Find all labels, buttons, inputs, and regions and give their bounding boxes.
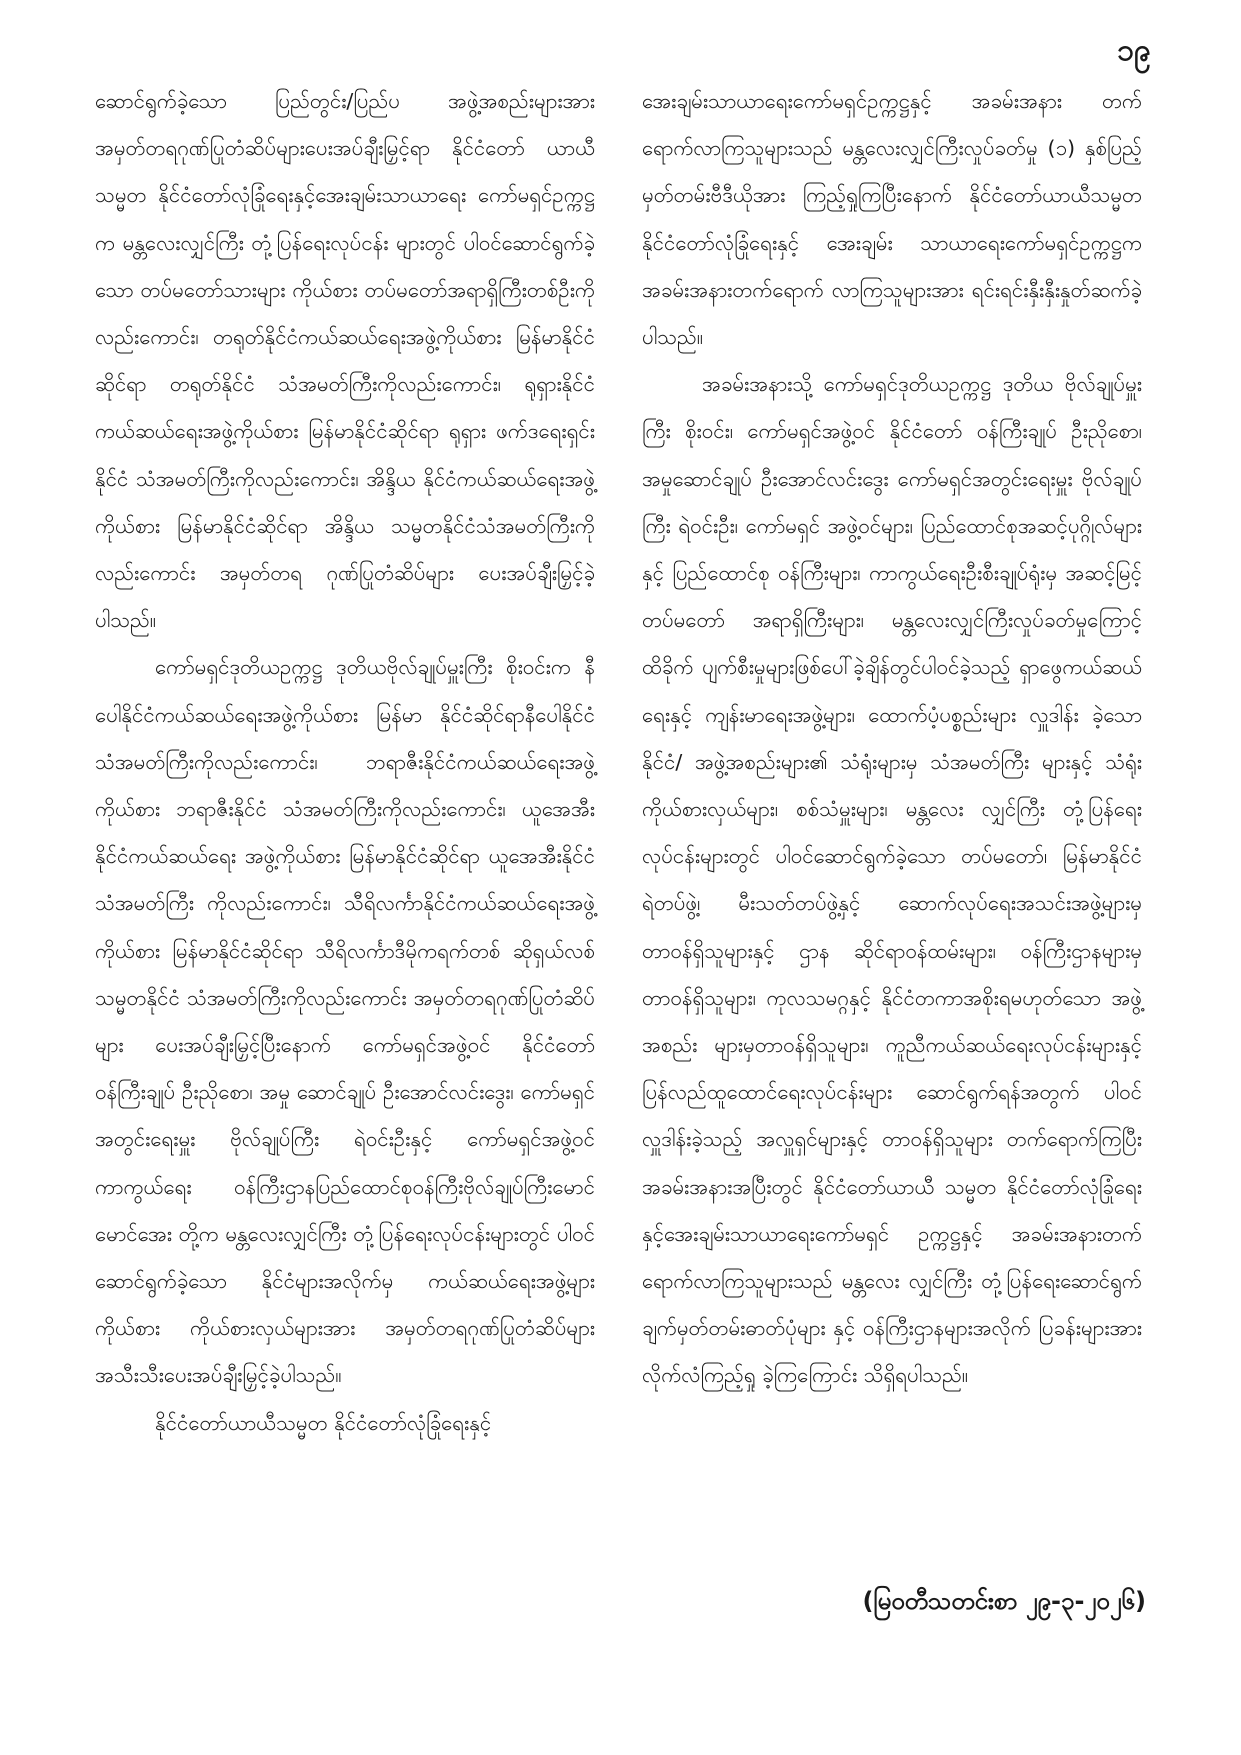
- right-paragraph-2: အခမ်းအနားသို့ ကော်မရှင်ဒုတိယဥက္ကဋ္ဌ ဒုတိယ ဗိုလ်ချုပ်မှူးကြီး စိုးဝင်း၊ ကော်မရှင်အဖွဲ့ဝင် နိုင်ငံတော် ဝန်ကြီးချုပ် ဦးညိုစော၊ အမှုဆောင်ချုပ် ဦးအောင်လင်းဒွေး ကော်မရှင်အတွင်းရေးမှူး ဗိုလ်ချုပ်ကြီး ရဲဝင်းဦး၊ ကော်မရှင် အဖွဲ့ဝင်များ၊ ပြည်ထောင်စုအဆင့်ပုဂ္ဂိုလ်များနှင့် ပြည်ထောင်စု ဝန်ကြီးများ၊ ကာကွယ်ရေးဦးစီးချုပ်ရုံးမှ အဆင့်မြင့်တပ်မတော် အရာရှိကြီးများ၊ မန္တလေးလျှင်ကြီးလှုပ်ခတ်မှုကြောင့် ထိခိုက် ပျက်စီးမှုများဖြစ်ပေါ်ခဲ့ချိန်တွင်ပါဝင်ခဲ့သည့် ရှာဖွေကယ်ဆယ် ရေးနှင့် ကျန်းမာရေးအဖွဲ့များ၊ ထောက်ပံ့ပစ္စည်းများ လှူဒါန်း ခဲ့သော နိုင်ငံ/ အဖွဲ့အစည်းများ၏ သံရုံးများမှ သံအမတ်ကြီး များနှင့် သံရုံးကိုယ်စားလှယ်များ၊ စစ်သံမှူးများ၊ မန္တလေး လျှင်ကြီး တုံ့ပြန်ရေးလုပ်ငန်းများတွင် ပါဝင်ဆောင်ရွက်ခဲ့သော တပ်မတော်၊ မြန်မာနိုင်ငံရဲတပ်ဖွဲ့၊ မီးသတ်တပ်ဖွဲ့နှင့် ဆောက်လုပ်ရေးအသင်းအဖွဲ့များမှ တာဝန်ရှိသူများနှင့် ဌာန ဆိုင်ရာဝန်ထမ်းများ၊ ဝန်ကြီးဌာနများမှ တာဝန်ရှိသူများ၊ ကုလသမဂ္ဂနှင့် နိုင်ငံတကာအစိုးရမဟုတ်သော အဖွဲ့အစည်း များမှတာဝန်ရှိသူများ၊ ကူညီကယ်ဆယ်ရေးလုပ်ငန်းများနှင့် ပြန်လည်ထူထောင်ရေးလုပ်ငန်းများ ဆောင်ရွက်ရန်အတွက် ပါဝင်လှူဒါန်းခဲ့သည့် အလှူရှင်များနှင့် တာဝန်ရှိသူများ တက်ရောက်ကြပြီး အခမ်းအနားအပြီးတွင် နိုင်ငံတော်ယာယီ သမ္မတ နိုင်ငံတော်လုံခြုံရေးနှင့်အေးချမ်းသာယာရေးကော်မရှင် ဥက္ကဋ္ဌနှင့် အခမ်းအနားတက်ရောက်လာကြသူများသည် မန္တလေး လျှင်ကြီး တုံ့ပြန်ရေးဆောင်ရွက်ချက်မှတ်တမ်းဓာတ်ပုံများ နှင့် ဝန်ကြီးဌာနများအလိုက် ပြခန်းများအား လိုက်လံကြည့်ရှု ခဲ့ကြကြောင်း သိရှိရပါသည်။: [642, 372, 1142, 1388]
- left-paragraph-3: နိုင်ငံတော်ယာယီသမ္မတ နိုင်ငံတော်လုံခြုံရေးနှင့်: [155, 1410, 492, 1435]
- page-number: ၁၉: [1117, 33, 1151, 68]
- left-column: [95, 78, 595, 1447]
- right-column: [642, 78, 1142, 1400]
- left-paragraph-2: ကော်မရှင်ဒုတိယဥက္ကဋ္ဌ ဒုတိယဗိုလ်ချုပ်မှူးကြီး စိုးဝင်းက နီပေါနိုင်ငံကယ်ဆယ်ရေးအဖွဲ့ကိုယ်စား မြန်မာ နိုင်ငံဆိုင်ရာနီပေါနိုင်ငံ သံအမတ်ကြီးကိုလည်းကောင်း၊ ဘရာဇီးနိုင်ငံကယ်ဆယ်ရေးအဖွဲ့ကိုယ်စား ဘရာဇီးနိုင်ငံ သံအမတ်ကြီးကိုလည်းကောင်း၊ ယူအေအီးနိုင်ငံကယ်ဆယ်ရေး အဖွဲ့ကိုယ်စား မြန်မာနိုင်ငံဆိုင်ရာ ယူအေအီးနိုင်ငံသံအမတ်ကြီး ကိုလည်းကောင်း၊ သီရိလင်္ကာနိုင်ငံကယ်ဆယ်ရေးအဖွဲ့ ကိုယ်စား မြန်မာနိုင်ငံဆိုင်ရာ သီရိလင်္ကာဒီမိုကရက်တစ် ဆိုရှယ်လစ်သမ္မတနိုင်ငံ သံအမတ်ကြီးကိုလည်းကောင်း အမှတ်တရဂုဏ်ပြုတံဆိပ်များ ပေးအပ်ချီးမြှင့်ပြီးနောက် ကော်မရှင်အဖွဲ့ဝင် နိုင်ငံတော်ဝန်ကြီးချုပ် ဦးညိုစော၊ အမှု ဆောင်ချုပ် ဦးအောင်လင်းဒွေး၊ ကော်မရှင်အတွင်းရေးမှူး ဗိုလ်ချုပ်ကြီး ရဲဝင်းဦးနှင့် ကော်မရှင်အဖွဲ့ဝင် ကာကွယ်ရေး ဝန်ကြီးဌာနပြည်ထောင်စုဝန်ကြီးဗိုလ်ချုပ်ကြီးမောင်မောင်အေး တို့က မန္တလေးလျှင်ကြီး တုံ့ပြန်ရေးလုပ်ငန်းများတွင် ပါဝင် ဆောင်ရွက်ခဲ့သော နိုင်ငံများအလိုက်မှ ကယ်ဆယ်ရေးအဖွဲ့များ ကိုယ်စား ကိုယ်စားလှယ်များအား အမှတ်တရဂုဏ်ပြုတံဆိပ်များ အသီးသီးပေးအပ်ချီးမြှင့်ခဲ့ပါသည်။: [95, 655, 595, 1388]
- left-paragraph-1: ဆောင်ရွက်ခဲ့သော ပြည်တွင်း/ပြည်ပ အဖွဲ့အစည်းများအား အမှတ်တရဂုဏ်ပြုတံဆိပ်များပေးအပ်ချီးမြှင့်ရာ နိုင်ငံတော် ယာယီသမ္မတ နိုင်ငံတော်လုံခြုံရေးနှင့်အေးချမ်းသာယာရေး ကော်မရှင်ဥက္ကဋ္ဌက မန္တလေးလျှင်ကြီး တုံ့ပြန်ရေးလုပ်ငန်း များတွင် ပါဝင်ဆောင်ရွက်ခဲ့သော တပ်မတော်သားများ ကိုယ်စား တပ်မတော်အရာရှိကြီးတစ်ဦးကိုလည်းကောင်း၊ တရုတ်နိုင်ငံကယ်ဆယ်ရေးအဖွဲ့ကိုယ်စား မြန်မာနိုင်ငံဆိုင်ရာ တရုတ်နိုင်ငံ သံအမတ်ကြီးကိုလည်းကောင်း၊ ရုရှားနိုင်ငံ ကယ်ဆယ်ရေးအဖွဲ့ကိုယ်စား မြန်မာနိုင်ငံဆိုင်ရာ ရုရှား ဖက်ဒရေးရှင်းနိုင်ငံ သံအမတ်ကြီးကိုလည်းကောင်း၊ အိန္ဒိယ နိုင်ငံကယ်ဆယ်ရေးအဖွဲ့ကိုယ်စား မြန်မာနိုင်ငံဆိုင်ရာ အိန္ဒိယ သမ္မတနိုင်ငံသံအမတ်ကြီးကိုလည်းကောင်း အမှတ်တရ ဂုဏ်ပြုတံဆိပ်များ ပေးအပ်ချီးမြှင့်ခဲ့ပါသည်။: [95, 89, 595, 633]
- source-citation: (မြဝတီသတင်းစာ ၂၉-၃-၂၀၂၆): [862, 1587, 1146, 1615]
- right-paragraph-1: အေးချမ်းသာယာရေးကော်မရှင်ဥက္ကဋ္ဌနှင့် အခမ်းအနား တက်ရောက်လာကြသူများသည် မန္တလေးလျှင်ကြီးလှုပ်ခတ်မှု (၁) နှစ်ပြည့် မှတ်တမ်းဗီဒီယိုအား ကြည့်ရှုကြပြီးနောက် နိုင်ငံတော်ယာယီသမ္မတ နိုင်ငံတော်လုံခြုံရေးနှင့် အေးချမ်း သာယာရေးကော်မရှင်ဥက္ကဋ္ဌက အခမ်းအနားတက်ရောက် လာကြသူများအား ရင်းရင်းနှီးနှီးနှုတ်ဆက်ခဲ့ပါသည်။: [642, 89, 1142, 350]
